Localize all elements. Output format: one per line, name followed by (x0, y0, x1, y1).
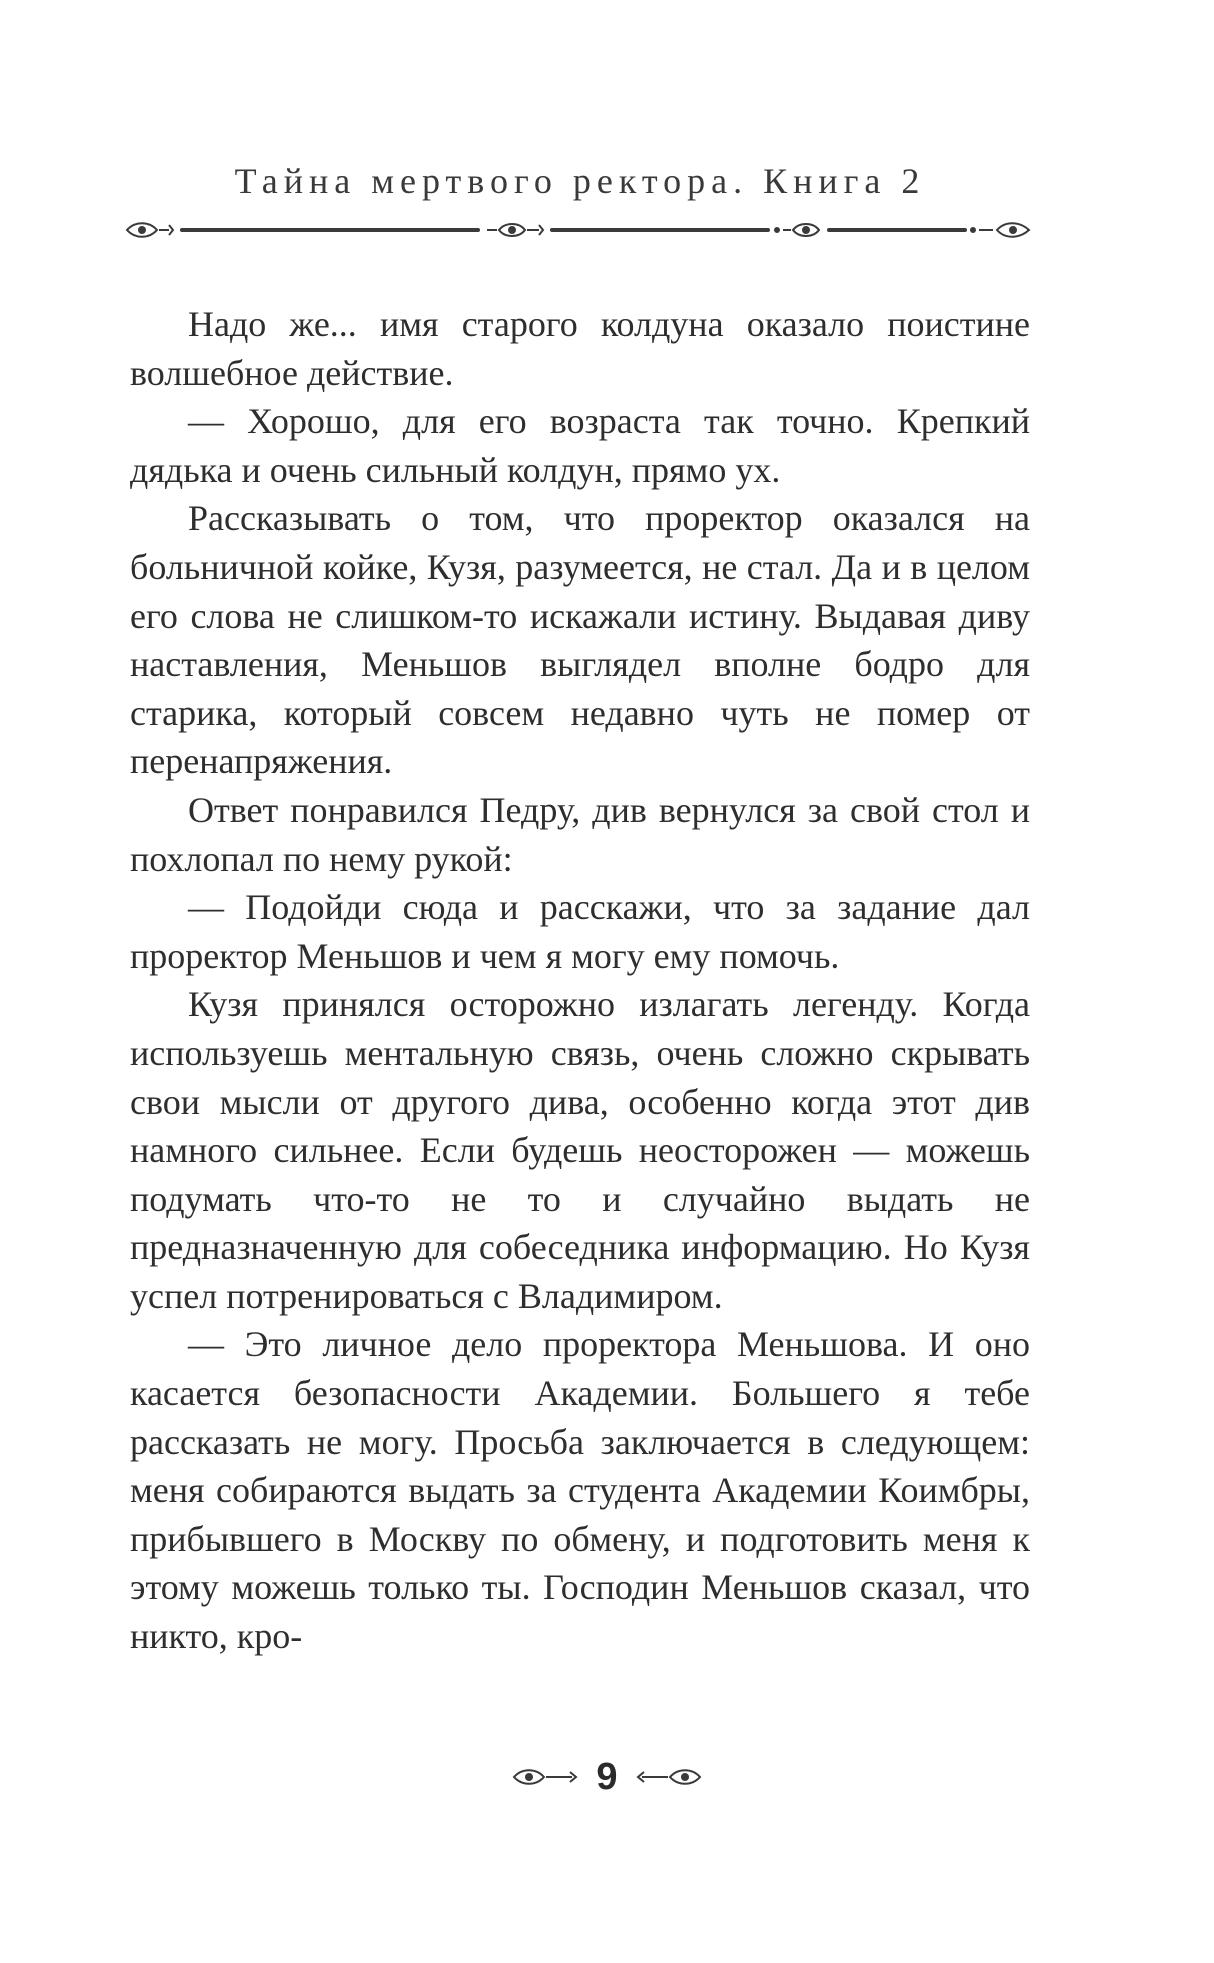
paragraph: — Подойди сюда и расскажи, что за задание дал проректор Меньшов и чем я могу ему помочь. (130, 887, 1030, 976)
page-footer (0, 1752, 1214, 1802)
flourish-right-icon (632, 1765, 702, 1789)
running-header: Тайна мертвого ректора. Книга 2 (234, 161, 926, 201)
paragraph: Ответ понравился Педру, див вернулся за свой стол и похлопал по нему рукой: (130, 789, 1030, 879)
page-number: 9 (596, 1755, 618, 1798)
paragraph: — Хорошо, для его возраста так точно. Крепкий дядька и очень сильный колдун, прямо ух. (130, 401, 1030, 490)
paragraph: Рассказывать о том, что проректор оказался на больничной койке, Кузя, разумеется, не стал. Да и в целом его слова не слишком-то искажали истину. Выдавая диву наставления, Меньшов выглядел вполне бодро для старика, который совсем недавно чуть не помер от перенапряжения. (130, 498, 1030, 782)
paragraph: Кузя принялся осторожно излагать легенду. Когда используешь ментальную связь, очень сложно скрывать свои мысли от другого дива, особенно когда этот див намного сильнее. Если будешь неосторожен — можешь подумать что-то не то и случайно выдать не предназначенную для собеседника информацию. Но Кузя успел потренироваться с Владимиром. (130, 984, 1030, 1316)
body-text (130, 300, 1030, 1661)
ornamental-divider (125, 215, 1033, 245)
paragraph: Надо же... имя старого колдуна оказало поистине волшебное действие. (130, 304, 1030, 393)
flourish-left-icon (512, 1765, 582, 1789)
paragraph: — Это личное дело проректора Меньшова. И оно касается безопасности Академии. Большего я тебе рассказать не могу. Просьба заключается в следующем: меня собираются выдать за студента Академии Коимбры, прибывшего в Москву по обмену, и подготовить меня к этому можешь только ты. Господин Меньшов сказал, что никто, кро- (130, 1324, 1030, 1657)
